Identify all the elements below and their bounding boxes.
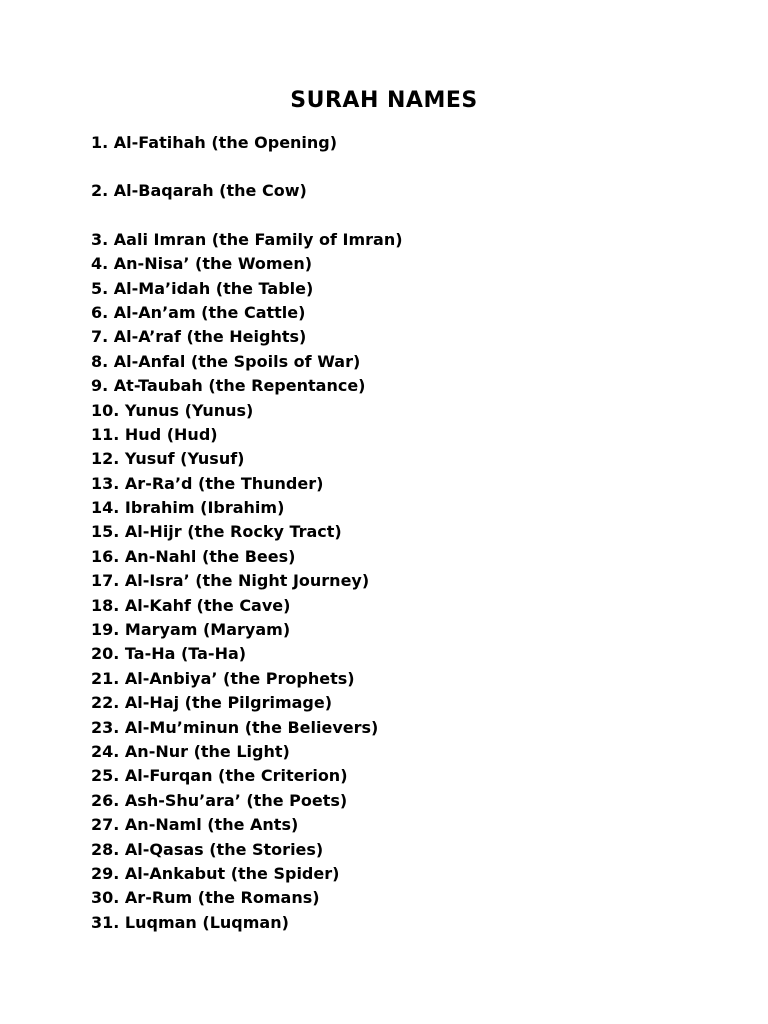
list-item: 30. Ar-Rum (the Romans): [91, 888, 320, 908]
list-item: 4. An-Nisa’ (the Women): [91, 254, 313, 274]
list-item: 17. Al-Isra’ (the Night Journey): [91, 571, 370, 591]
list-item: 11. Hud (Hud): [91, 424, 218, 444]
list-item: 15. Al-Hijr (the Rocky Tract): [91, 522, 342, 542]
list-item: 21. Al-Anbiya’ (the Prophets): [91, 668, 355, 688]
list-item: 10. Yunus (Yunus): [91, 400, 254, 420]
list-item: 29. Al-Ankabut (the Spider): [91, 863, 340, 883]
list-item: 26. Ash-Shu’ara’ (the Poets): [91, 790, 348, 810]
list-item: 16. An-Nahl (the Bees): [91, 546, 296, 566]
list-item: 12. Yusuf (Yusuf): [91, 449, 245, 469]
list-item: 25. Al-Furqan (the Criterion): [91, 766, 348, 786]
list-item: 7. Al-A’raf (the Heights): [91, 327, 307, 347]
list-item: 23. Al-Mu’minun (the Believers): [91, 717, 379, 737]
list-item: 1. Al-Fatihah (the Opening): [91, 133, 338, 152]
list-item: 20. Ta-Ha (Ta-Ha): [91, 644, 247, 664]
list-item: 6. Al-An’am (the Cattle): [91, 302, 306, 322]
list-item: 31. Luqman (Luqman): [91, 912, 289, 932]
list-item: 2. Al-Baqarah (the Cow): [91, 181, 307, 201]
page-title: SURAH NAMES: [290, 88, 478, 113]
list-item: 28. Al-Qasas (the Stories): [91, 839, 324, 859]
surah-list: [91, 131, 403, 935]
list-item: 9. At-Taubah (the Repentance): [91, 376, 366, 396]
list-item: 3. Aali Imran (the Family of Imran): [91, 229, 403, 249]
list-item: 24. An-Nur (the Light): [91, 741, 290, 761]
list-item: 5. Al-Ma’idah (the Table): [91, 278, 314, 298]
list-item: 19. Maryam (Maryam): [91, 620, 291, 640]
list-item: 14. Ibrahim (Ibrahim): [91, 498, 285, 518]
list-item: 27. An-Naml (the Ants): [91, 815, 299, 835]
list-item: 22. Al-Haj (the Pilgrimage): [91, 693, 333, 713]
list-item: 8. Al-Anfal (the Spoils of War): [91, 351, 361, 371]
list-item: 18. Al-Kahf (the Cave): [91, 595, 291, 615]
list-item: 13. Ar-Ra’d (the Thunder): [91, 473, 324, 493]
